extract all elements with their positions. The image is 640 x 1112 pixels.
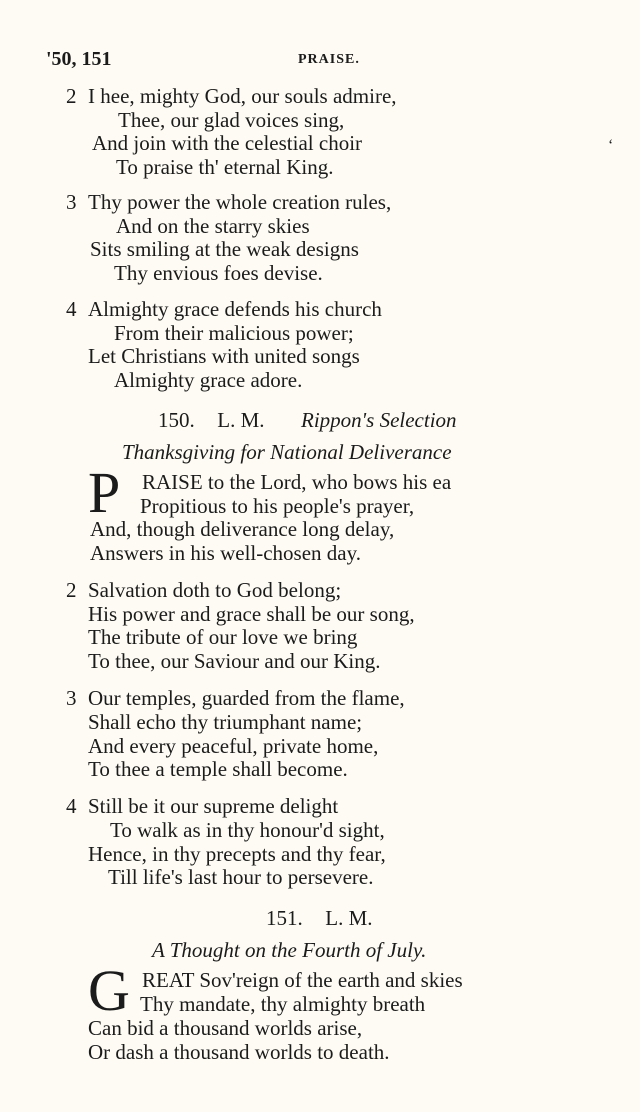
verse-line: Sits smiling at the weak designs [90, 237, 359, 261]
drop-cap: P [88, 460, 121, 525]
verse-line: Let Christians with united songs [88, 344, 360, 368]
hymn-number: 151. [266, 906, 303, 930]
running-title: PRAISE. [298, 52, 360, 67]
verse-line: RAISE to the Lord, who bows his ea [142, 470, 452, 494]
verse-line: And, though deliverance long delay, [90, 517, 395, 541]
stanza-number: 3 [66, 190, 77, 214]
verse-line: Thy mandate, thy almighty breath [140, 992, 426, 1016]
hymn-150-heading [158, 408, 457, 432]
stanza-number: 4 [66, 297, 77, 321]
verse-line: Answers in his well-chosen day. [90, 541, 362, 565]
hymn-tune: Rippon's Selection [301, 408, 457, 432]
drop-cap: G [88, 958, 130, 1023]
verse-line: His power and grace shall be our song, [88, 602, 415, 626]
verse-line: Thy envious foes devise. [114, 261, 323, 285]
verse-line: And on the starry skies [116, 214, 310, 238]
verse-line: Salvation doth to God belong; [88, 578, 342, 602]
stanza-number: 3 [66, 686, 77, 710]
hymn-151-subtitle: A Thought on the Fourth of July. [152, 938, 427, 962]
stanza-number: 2 [66, 84, 77, 108]
verse-line: Thy power the whole creation rules, [88, 190, 392, 214]
verse-line: Thee, our glad voices sing, [118, 108, 345, 132]
verse-line: Can bid a thousand worlds arise, [88, 1016, 363, 1040]
hymn-150-subtitle: Thanksgiving for National Deliverance [122, 440, 452, 464]
verse-line: Hence, in thy precepts and thy fear, [88, 842, 386, 866]
verse-line: Shall echo thy triumphant name; [88, 710, 363, 734]
verse-line: And join with the celestial choir [92, 131, 363, 155]
hymn-meter: L. M. [325, 906, 373, 930]
hymn-number: 150. [158, 408, 195, 432]
verse-line: I hee, mighty God, our souls admire, [88, 84, 397, 108]
page-numbers: '50, 151 [46, 48, 112, 70]
verse-line: From their malicious power; [114, 321, 354, 345]
verse-line: And every peaceful, private home, [88, 734, 379, 758]
verse-line: To thee a temple shall become. [88, 757, 348, 781]
verse-line: To praise th' eternal King. [116, 155, 334, 179]
verse-line: To walk as in thy honour'd sight, [110, 818, 385, 842]
margin-mark: ‘ [608, 137, 614, 154]
verse-line: Still be it our supreme delight [88, 794, 339, 818]
verse-line: Almighty grace defends his church [88, 297, 382, 321]
hymn-151-heading [266, 906, 373, 930]
verse-line: Till life's last hour to persevere. [108, 865, 374, 889]
verse-line: Our temples, guarded from the flame, [88, 686, 405, 710]
verse-line: Or dash a thousand worlds to death. [88, 1040, 390, 1064]
stanza-number: 2 [66, 578, 77, 602]
verse-line: The tribute of our love we bring [88, 625, 358, 649]
verse-line: Almighty grace adore. [114, 368, 303, 392]
stanza-number: 4 [66, 794, 77, 818]
hymn-meter: L. M. [217, 408, 265, 432]
verse-line: REAT Sov'reign of the earth and skies [142, 968, 463, 992]
verse-line: Propitious to his people's prayer, [140, 494, 415, 518]
verse-line: To thee, our Saviour and our King. [88, 649, 381, 673]
